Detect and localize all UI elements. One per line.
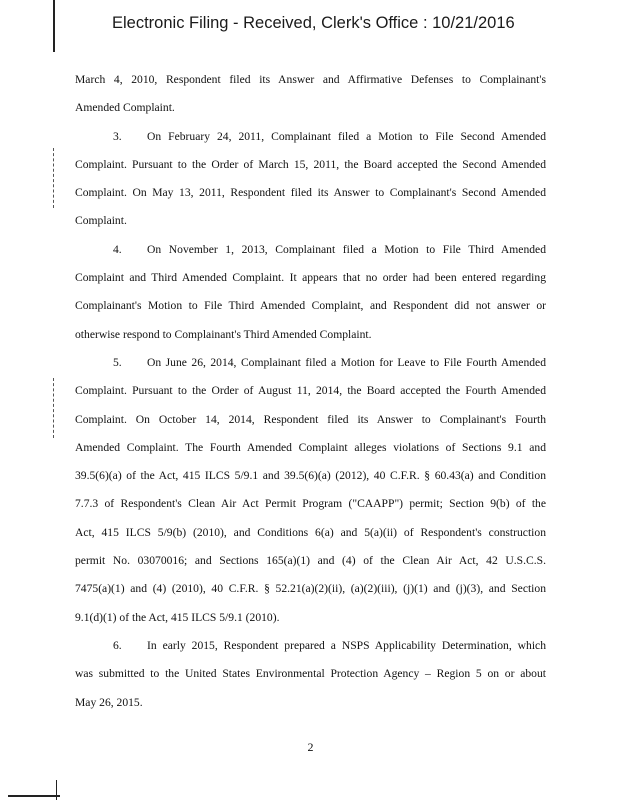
text-line: On February 24, 2011, Complainant filed a Motion to File Second Amended bbox=[147, 129, 546, 143]
text-line: March 4, 2010, Respondent filed its Answer and Affirmative Defenses to Complainant's bbox=[75, 73, 546, 86]
text-line: 9.1(d)(1) of the Act, 415 ILCS 5/9.1 (2010). bbox=[75, 610, 280, 624]
paragraph-number: 6. bbox=[113, 638, 122, 652]
text-line: otherwise respond to Complainant's Third Amended Complaint. bbox=[75, 327, 372, 341]
page-number: 2 bbox=[307, 740, 314, 754]
text-line: Act, 415 ILCS 5/9(b) (2010), and Conditions 6(a) and 5(a)(ii) of Respondent's construction bbox=[75, 525, 546, 539]
text-line: Complaint. Pursuant to the Order of March 15, 2011, the Board accepted the Second Amended bbox=[75, 157, 546, 171]
text-line: Complaint and Third Amended Complaint. It appears that no order had been entered regarding bbox=[75, 271, 546, 285]
text-line: 7475(a)(1) and (4) (2010), 40 C.F.R. § 52.21(a)(2)(ii), (a)(2)(iii), (j)(1) and (j)(3), and Section bbox=[75, 582, 546, 596]
text-line: May 26, 2015. bbox=[75, 695, 143, 709]
paragraph-number: 3. bbox=[113, 129, 122, 143]
text-line: On June 26, 2014, Complainant filed a Motion for Leave to File Fourth Amended bbox=[147, 355, 546, 369]
margin-ticks-1 bbox=[53, 148, 55, 208]
paragraph-number: 4. bbox=[113, 242, 122, 256]
text-line: Complaint. On May 13, 2011, Respondent filed its Answer to Complainant's Second Amended bbox=[75, 186, 546, 200]
margin-ticks-2 bbox=[53, 378, 55, 438]
text-line: Complaint. Pursuant to the Order of August 11, 2014, the Board accepted the Fourth Amended bbox=[75, 384, 546, 398]
text-line: Complaint. bbox=[75, 214, 127, 228]
text-line: 7.7.3 of Respondent's Clean Air Act Permit Program ("CAAPP") permit; Section 9(b) of the bbox=[75, 497, 546, 511]
file-stamp-header: Electronic Filing - Received, Clerk's Office : 10/21/2016 bbox=[112, 14, 515, 32]
paragraph-number: 5. bbox=[113, 355, 122, 369]
text-line: permit No. 03070016; and Sections 165(a)(1) and (4) of the Clean Air Act, 42 U.S.C.S. bbox=[75, 554, 546, 568]
document-body bbox=[75, 66, 546, 717]
margin-rule-bottom bbox=[8, 795, 60, 797]
text-line: Complainant's Motion to File Third Amended Complaint, and Respondent did not answer or bbox=[75, 299, 546, 313]
text-line: was submitted to the United States Environmental Protection Agency – Region 5 on or about bbox=[75, 667, 546, 681]
text-line: 39.5(6)(a) of the Act, 415 ILCS 5/9.1 and 39.5(6)(a) (2012), 40 C.F.R. § 60.43(a) and Condition bbox=[75, 469, 546, 483]
text-line: Complaint. On October 14, 2014, Respondent filed its Answer to Complainant's Fourth bbox=[75, 412, 546, 426]
text-line: On November 1, 2013, Complainant filed a Motion to File Third Amended bbox=[147, 242, 546, 256]
margin-rule-top bbox=[53, 0, 55, 52]
text-line: Amended Complaint. The Fourth Amended Complaint alleges violations of Sections 9.1 and bbox=[75, 440, 546, 454]
text-line: Amended Complaint. bbox=[75, 101, 175, 115]
margin-rule-bottom-vertical bbox=[56, 780, 57, 800]
text-line: In early 2015, Respondent prepared a NSPS Applicability Determination, which bbox=[147, 638, 546, 652]
